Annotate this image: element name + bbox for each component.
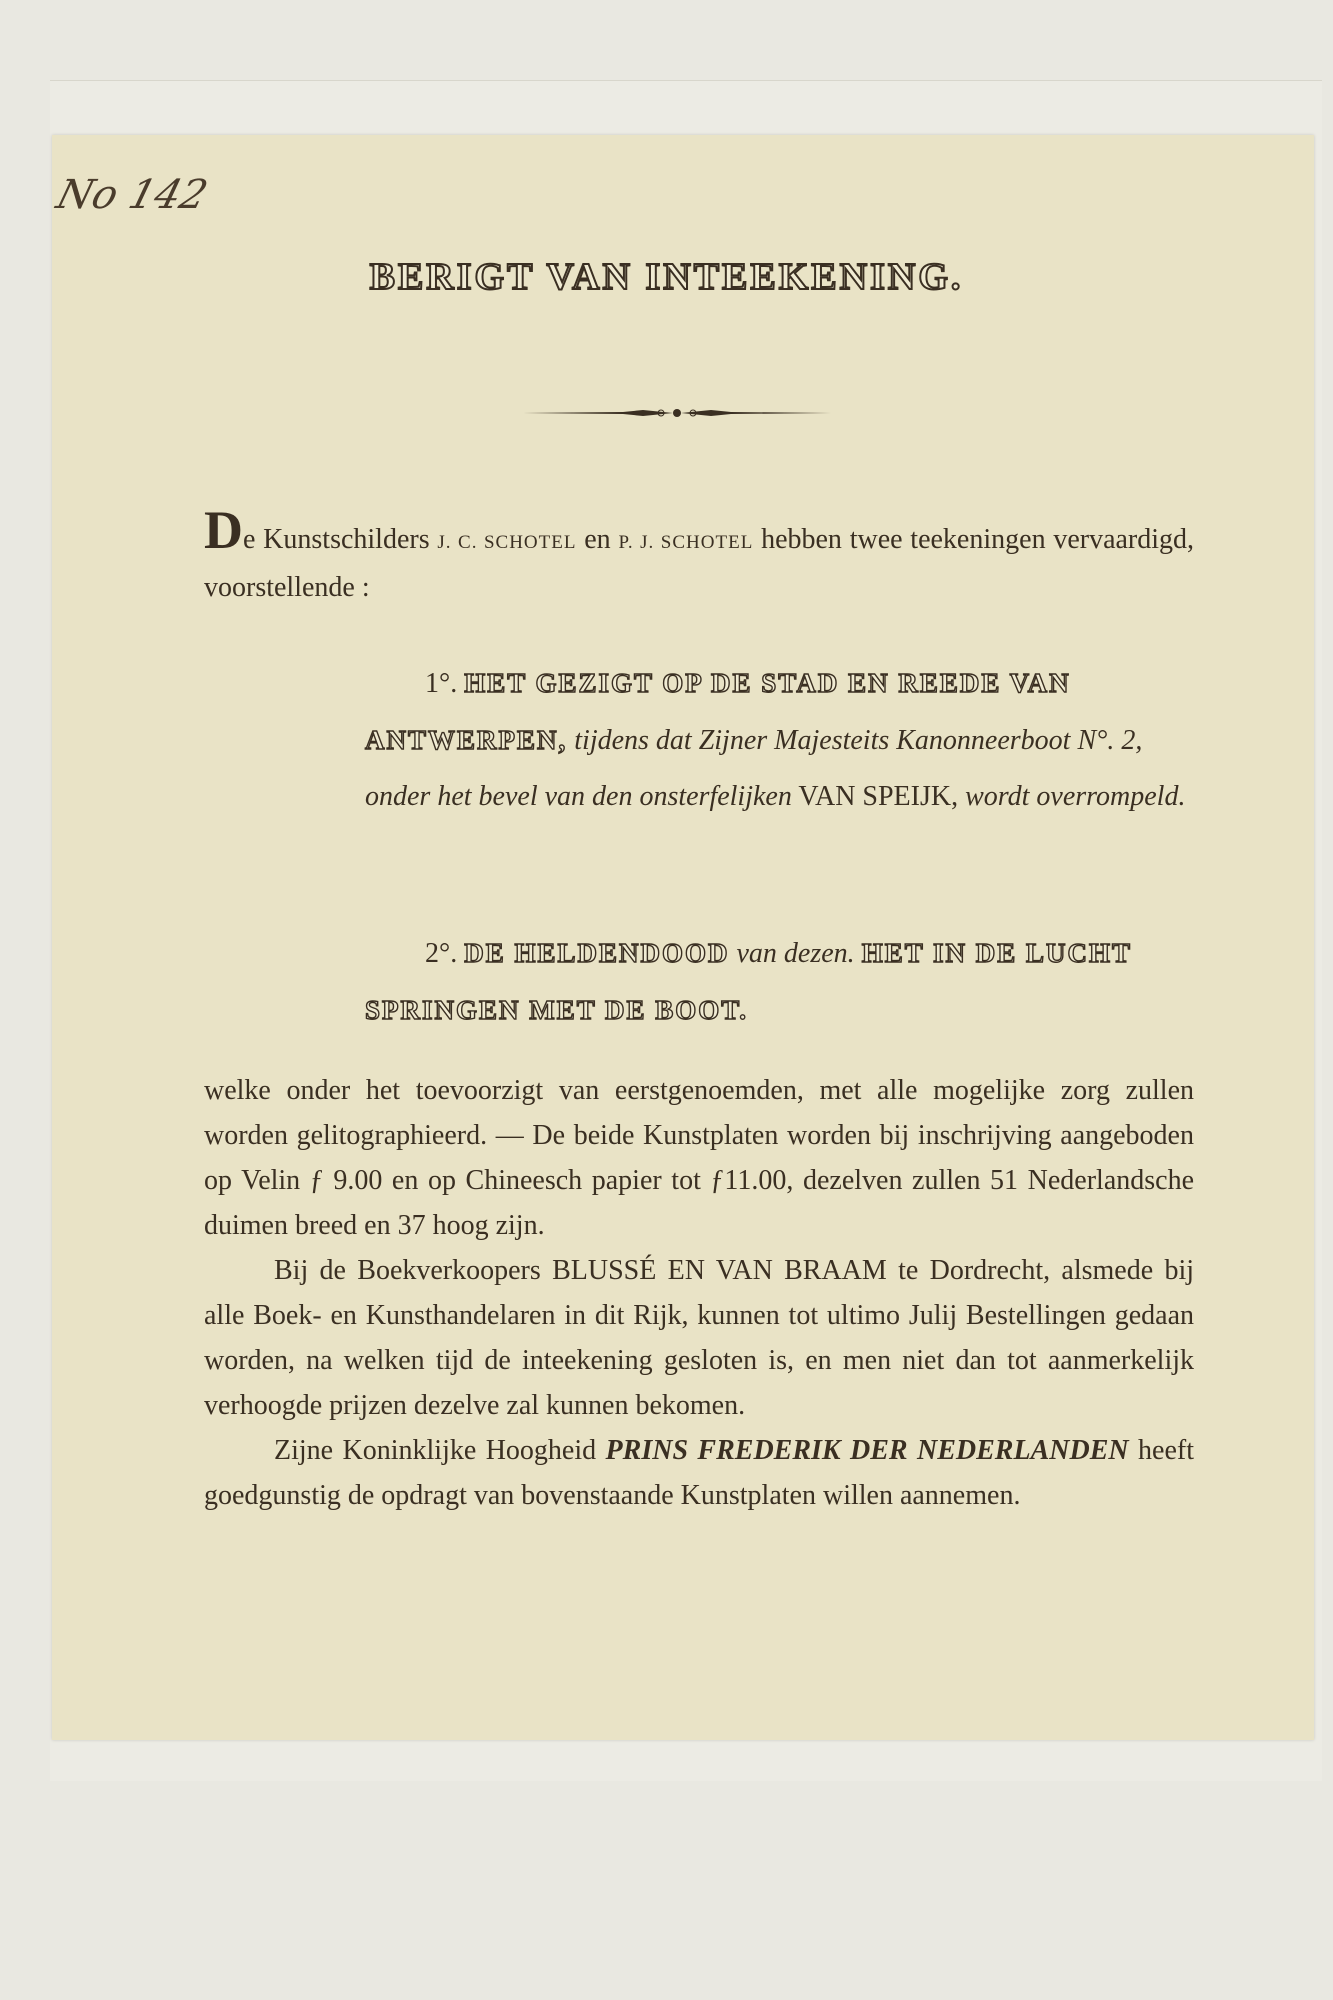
body-text	[204, 1068, 1194, 1518]
artist-name-1: J. C. SCHOTEL	[437, 532, 577, 553]
item-text: wordt overrompeld.	[965, 781, 1186, 812]
closing-text: Zijne Koninklijke Hoogheid	[274, 1435, 597, 1466]
item-number: 1°.	[425, 668, 458, 699]
item-text: tijdens dat Zijner Majesteits Kanonneerboot	[574, 725, 1071, 756]
intro-paragraph	[204, 500, 1195, 610]
document-title: BERIGT VAN INTEEKENING.	[369, 256, 964, 298]
item-text: van dezen.	[736, 938, 855, 969]
item-name: VAN SPEIJK,	[798, 781, 959, 812]
paragraph: Bij de Boekverkoopers BLUSSÉ EN VAN BRAAM te Dordrecht, alsmede bij alle Boek- en Kunsthandelaren in dit Rijk, kunnen tot ultimo Julij Bestellingen gedaan worden, na welken tijd de inteekening gesloten is, en men niet dan tot aanmerkelijk verhoogde prijzen dezelve zal kunnen bekomen.	[204, 1255, 1194, 1421]
item-title: DE HELDENDOOD	[464, 938, 730, 968]
ornament-divider	[523, 407, 831, 419]
prince-name: PRINS FREDERIK DER NEDERLANDEN	[605, 1435, 1129, 1466]
intro-and: en	[584, 524, 611, 555]
intro-text: e Kunstschilders	[243, 524, 430, 555]
item-boat-number: N°. 2,	[1077, 725, 1143, 756]
drop-cap: D	[204, 500, 243, 560]
item-number: 2°.	[425, 938, 458, 969]
list-item-1	[365, 655, 1195, 825]
item-title-2: HET IN DE LUCHT SPRINGEN MET DE BOOT.	[365, 938, 1132, 1025]
paragraph: welke onder het toevoorzigt van eerstgenoemden, met alle mogelijke zorg zullen worden gelitographieerd. — De beide Kunstplaten worden bij inschrijving aangeboden op Velin ƒ 9.00 en op Chineesch papier tot ƒ11.00, dezelven zullen 51 Nederlandsche duimen breed en 37 hoog zijn.	[204, 1075, 1194, 1241]
handwritten-inventory-number: No 142	[51, 172, 213, 218]
closing-text-2: heeft goedgunstig de opdragt van bovenstaande Kunstplaten willen aannemen.	[204, 1435, 1194, 1511]
item-text: onder het bevel van den onsterfelijken	[365, 781, 792, 812]
intro-text-2: hebben twee teekeningen vervaardigd, voorstellende :	[204, 524, 1195, 603]
list-item-2	[365, 925, 1195, 1039]
item-title: HET GEZIGT OP DE STAD EN REEDE VAN ANTWERPEN,	[365, 668, 1071, 755]
artist-name-2: P. J. SCHOTEL	[618, 532, 754, 553]
closing-paragraph	[204, 1428, 1194, 1518]
